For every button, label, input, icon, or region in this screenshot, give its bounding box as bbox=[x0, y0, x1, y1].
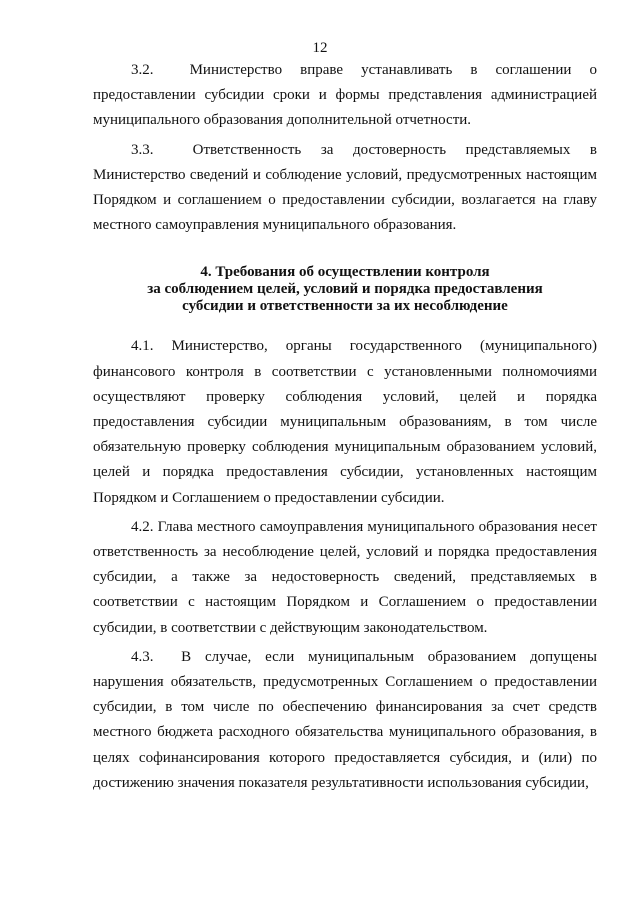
paragraph-3-3: 3.3. Ответственность за достоверность представляемых в Министерство сведений и соблюдение условий, предусмотренных настоящим Порядком и соглашением о предоставлении субсидии, возлагается на главу местного самоуправления муниципального образования. bbox=[93, 141, 597, 234]
document-body bbox=[93, 58, 597, 796]
page-number: 12 bbox=[312, 40, 328, 56]
paragraph-3-2: 3.2. Министерство вправе устанавливать в соглашении о предоставлении субсидии сроки и формы представления администрацией муниципального образования дополнительной отчетности. bbox=[93, 62, 597, 129]
paragraph-4-1: 4.1. Министерство, органы государственного (муниципального) финансового контроля в соответствии с установленными полномочиями осуществляют проверку соблюдения условий, целей и порядка предоставления субсидии муниципальным образованиям, в том числе обязательную проверку соблюдения муниципальным образованием условий, целей и порядка предоставления субсидии, установленных настоящим Порядком и Соглашением о предоставлении субсидии. bbox=[93, 338, 597, 506]
section-heading-line-1: 4. Требования об осуществлении контроля bbox=[200, 264, 490, 281]
section-heading bbox=[93, 264, 597, 315]
section-heading-line-3: субсидии и ответственности за их несоблюдение bbox=[182, 298, 508, 315]
paragraph-4-3: 4.3. В случае, если муниципальным образованием допущены нарушения обязательств, предусмотренных Соглашением о предоставлении субсидии, в том числе по обеспечению финансирования за счет средств местного бюджета расходного обязательства муниципального образования, в целях софинансирования которого предоставляется субсидия, и (или) по достижению значения показателя результативности использования субсидии, bbox=[93, 648, 597, 791]
paragraph-4-2: 4.2. Глава местного самоуправления муниципального образования несет ответственность за несоблюдение целей, условий и порядка предоставления субсидии, а также за недостоверность сведений, представляемых в соответствии с настоящим Порядком и Соглашением о предоставлении субсидии, в соответствии с действующим законодательством. bbox=[93, 518, 597, 636]
section-heading-line-2: за соблюдением целей, условий и порядка предоставления bbox=[147, 281, 543, 298]
